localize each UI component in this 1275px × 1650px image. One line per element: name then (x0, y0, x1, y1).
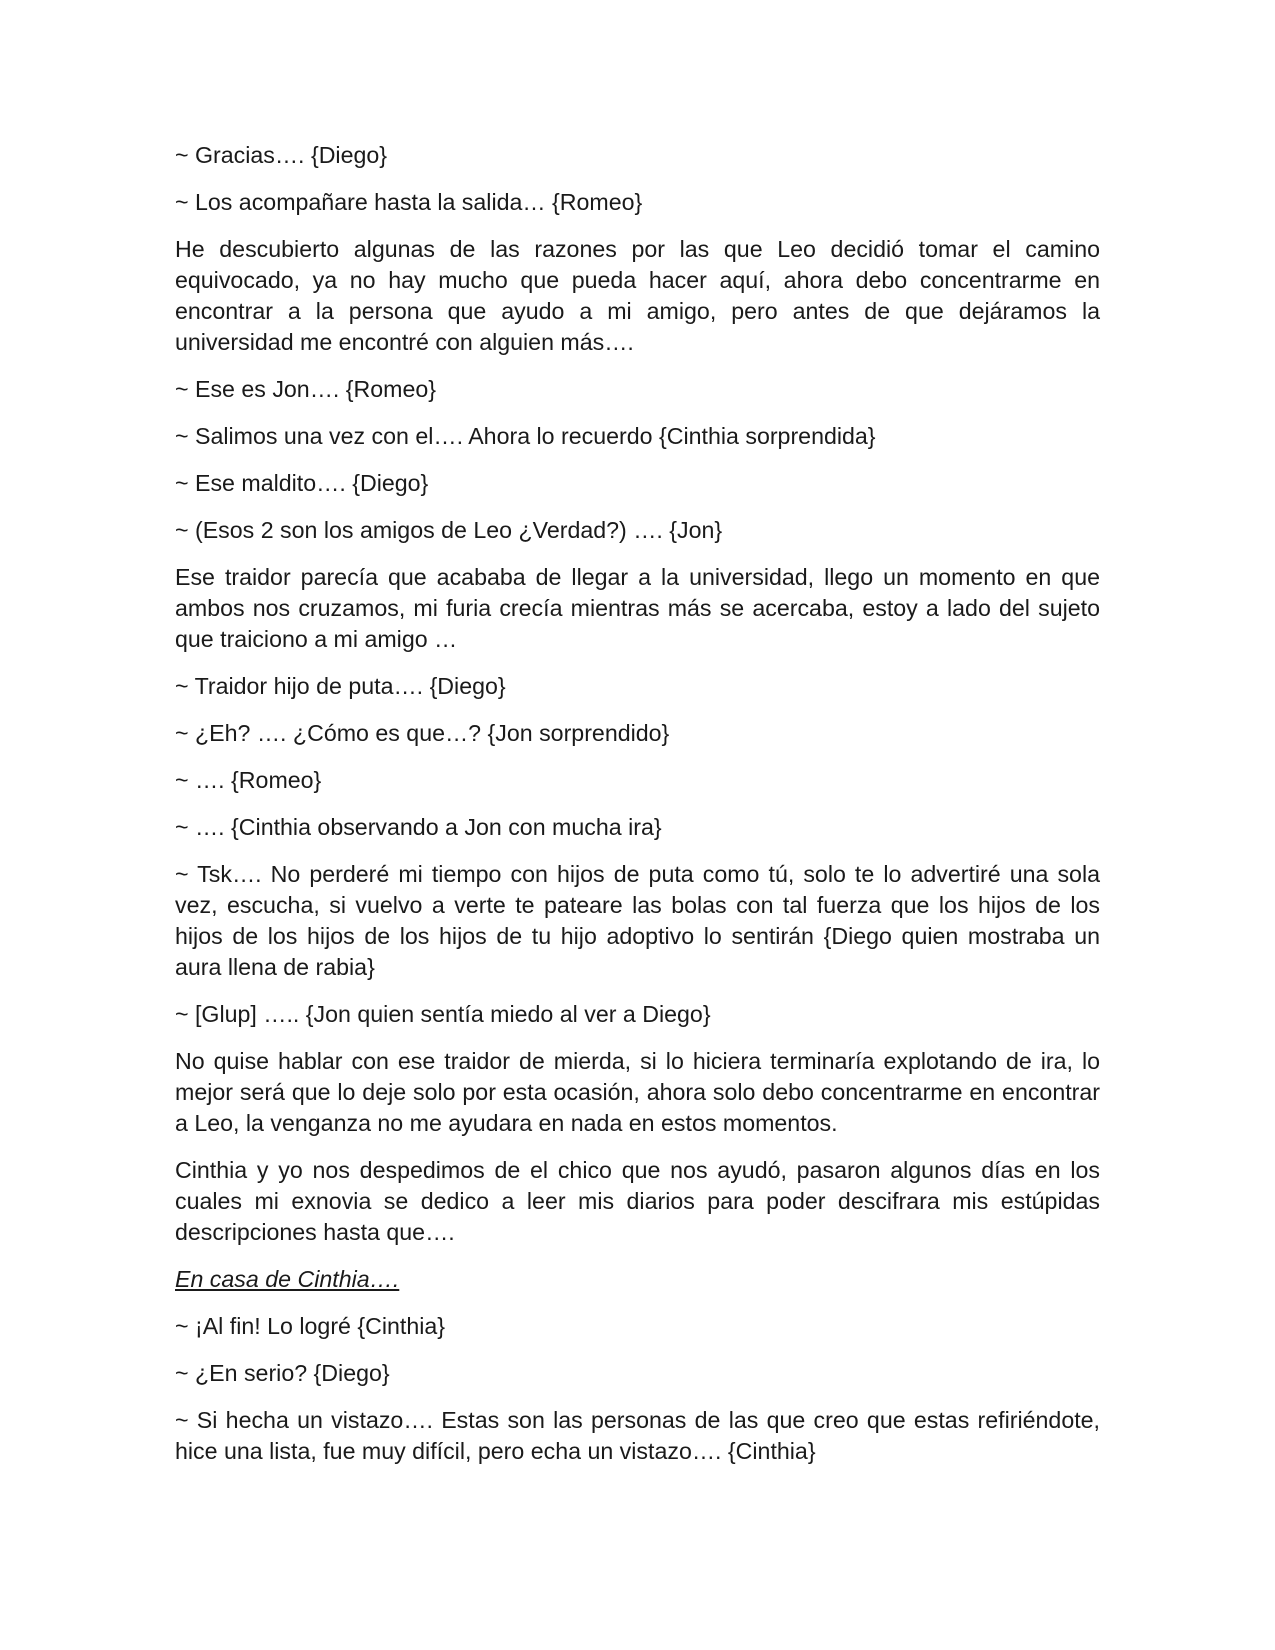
narrative-paragraph: Cinthia y yo nos despedimos de el chico que nos ayudó, pasaron algunos días en los cuales mi exnovia se dedico a leer mis diarios para poder descifrara mis estúpidas descripciones hasta que…. (175, 1157, 1100, 1245)
dialogue-line: ~ Ese maldito…. {Diego} (175, 470, 429, 496)
dialogue-paragraph: ~ Tsk…. No perderé mi tiempo con hijos de puta como tú, solo te lo advertiré una sola vez, escucha, si vuelvo a verte te pateare las bolas con tal fuerza que los hijos de los hijos de los hijos de los hijos de tu hijo adoptivo lo sentirán {Diego quien mostraba un aura llena de rabia} (175, 861, 1100, 980)
scene-heading: En casa de Cinthia…. (175, 1266, 400, 1292)
dialogue-line: ~ Salimos una vez con el…. Ahora lo recuerdo {Cinthia sorprendida} (175, 423, 876, 449)
dialogue-line: ~ …. {Romeo} (175, 767, 322, 793)
dialogue-line: ~ Gracias…. {Diego} (175, 142, 388, 168)
narrative-paragraph: He descubierto algunas de las razones por las que Leo decidió tomar el camino equivocado, ya no hay mucho que pueda hacer aquí, ahora debo concentrarme en encontrar a la persona que ayudo a mi amigo, pero antes de que dejáramos la universidad me encontré con alguien más…. (175, 236, 1100, 355)
dialogue-paragraph: ~ Si hecha un vistazo…. Estas son las personas de las que creo que estas refiriéndote, hice una lista, fue muy difícil, pero echa un vistazo…. {Cinthia} (175, 1407, 1100, 1464)
dialogue-line: ~ Traidor hijo de puta…. {Diego} (175, 673, 506, 699)
dialogue-line: ~ [Glup] ….. {Jon quien sentía miedo al ver a Diego} (175, 1001, 711, 1027)
dialogue-line: ~ ¿En serio? {Diego} (175, 1360, 390, 1386)
dialogue-line: ~ (Esos 2 son los amigos de Leo ¿Verdad?) …. {Jon} (175, 517, 723, 543)
dialogue-line: ~ ¡Al fin! Lo logré {Cinthia} (175, 1313, 446, 1339)
dialogue-line: ~ Ese es Jon…. {Romeo} (175, 376, 437, 402)
document-page (175, 140, 1100, 1483)
dialogue-line: ~ ¿Eh? …. ¿Cómo es que…? {Jon sorprendido} (175, 720, 670, 746)
narrative-paragraph: Ese traidor parecía que acababa de llegar a la universidad, llego un momento en que ambos nos cruzamos, mi furia crecía mientras más se acercaba, estoy a lado del sujeto que traiciono a mi amigo … (175, 564, 1100, 652)
narrative-paragraph: No quise hablar con ese traidor de mierda, si lo hiciera terminaría explotando de ira, lo mejor será que lo deje solo por esta ocasión, ahora solo debo concentrarme en encontrar a Leo, la venganza no me ayudara en nada en estos momentos. (175, 1048, 1100, 1136)
dialogue-line: ~ …. {Cinthia observando a Jon con mucha ira} (175, 814, 662, 840)
dialogue-line: ~ Los acompañare hasta la salida… {Romeo} (175, 189, 643, 215)
